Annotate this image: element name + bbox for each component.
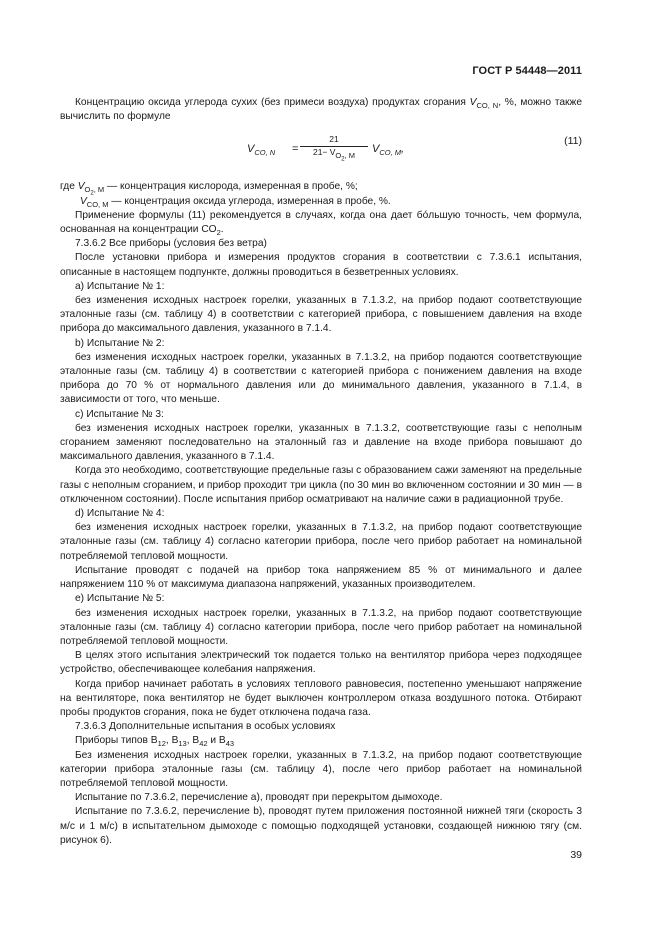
paragraph: Испытание по 7.3.6.2, перечисление b), проводят путем приложения постоянной нижней тяги (скорость 3 м/с и 1 м/с) в испытательном дымоходе с помощью подходящей установки, создающей нижнюю тягу (см. рисунок 6).: [60, 806, 582, 846]
formula-fraction: [300, 134, 368, 163]
paragraph: b) Испытание № 2:: [75, 337, 165, 349]
paragraph: без изменения исходных настроек горелки, указанных в 7.1.3.2, на прибор подаются соответствующие эталонные газы (см. таблицу 4) в соответствии с категорией прибора с понижением давления на входе прибора до 70 % от нормального давления или до минимального давления, указанного в 7.1.4, в зависимости от того, что меньше.: [60, 351, 582, 406]
page-number: 39: [570, 849, 582, 861]
device-type: В: [218, 735, 226, 747]
paragraph: без изменения исходных настроек горелки, указанных в 7.1.3.2, на прибор подают соответствующие эталонные газы (см. таблицу 4) согласно категории прибора, после чего прибор работает на номинальной потребляемой тепловой мощности.: [60, 607, 582, 647]
document-body: [60, 96, 582, 848]
standard-header: ГОСТ Р 54448—2011: [472, 65, 582, 77]
formula-11: [60, 134, 582, 164]
paragraph: без изменения исходных настроек горелки, указанных в 7.1.3.2, соответствующие газы с неполным сгоранием заменяют последовательно на эталонный газ и давление на входе прибора повышают до максимального давления, указанного в 7.1.4.: [60, 422, 582, 463]
paragraph: Когда это необходимо, соответствующие предельные газы с образованием сажи заменяют на предельные газы с неполным сгоранием, и прибор проходит три цикла (по 30 мин во включенном состоянии и 30 мин — в отключенном состоянии). После испытания прибор осматривают на наличие сажи в радиационной трубе.: [60, 465, 582, 505]
paragraph: Когда прибор начинает работать в условиях теплового равновесия, постепенно уменьшают напряжение на вентиляторе, пока вентилятор не будет выключен контроллером отказа воздушного потока. Отбирают пробы продуктов сгорания, пока не будет отключена подача газа.: [60, 678, 582, 718]
paragraph: а) Испытание № 1:: [75, 280, 165, 292]
formula-equals: =: [292, 143, 299, 156]
paragraph: без изменения исходных настроек горелки, указанных в 7.1.3.2, на прибор подают соответствующие эталонные газы (см. таблицу 4) согласно категории прибора, после чего прибор работает на номинальной потребляемой тепловой мощности.: [60, 522, 582, 562]
paragraph: Испытание проводят с подачей на прибор тока напряжением 85 % от минимального и далее напряжением 110 % от максимума диапазона напряжений, указанных производителем.: [60, 564, 582, 591]
legend-line: $V_{CO, M}$ — концентрация оксида углерода, измеренная в пробе, %.: [80, 195, 391, 209]
paragraph: с) Испытание № 3:: [75, 408, 164, 420]
paragraph: Испытание по 7.3.6.2, перечисление а), проводят при перекрытом дымоходе.: [75, 792, 443, 804]
paragraph: 7.3.6.2 Все приборы (условия без ветра): [75, 238, 267, 250]
legend-line: где $V_{O_2, M}$ — концентрация кислорода, измеренная в пробе, %;: [60, 181, 358, 197]
apply-paragraph: Применение формулы (11) рекомендуется в случаях, когда она дает бóльшую точность, чем формула, основанная на концентрации $CO_2$.: [60, 209, 582, 238]
paragraph: без изменения исходных настроек горелки, указанных в 7.1.3.2, на прибор подают соответствующие эталонные газы (см. таблицу 4) в соответствии с категорией прибора, с повышением давления на входе прибора до максимального давления, указанного в 7.1.4.: [60, 295, 582, 335]
formula-denominator: $21- V_{O_2, M}$: [312, 147, 356, 163]
formula-number: (11): [564, 135, 582, 148]
formula-rhs: $V_{CO, M}$,: [372, 143, 405, 158]
formula-lhs: $V_{CO, N}$: [247, 143, 276, 158]
paragraph: Без изменения исходных настроек горелки, указанных в 7.1.3.2, на прибор подают соответствующие категории прибора эталонные газы (см. таблицу 4), после чего прибор работает на номинальной потребляемой тепловой мощности.: [60, 749, 582, 789]
device-type: В: [150, 735, 158, 747]
paragraph: е) Испытание № 5:: [75, 593, 165, 605]
intro-paragraph: Концентрацию оксида углерода сухих (без примеси воздуха) продуктах сгорания $V_{CO, N}$, %, можно также вычислить по формуле: [60, 97, 582, 123]
paragraph: 7.3.6.3 Дополнительные испытания в особых условиях: [75, 721, 336, 733]
paragraph: d) Испытание № 4:: [75, 508, 165, 520]
device-type: В: [171, 735, 179, 747]
paragraph: В целях этого испытания электрический ток подается только на вентилятор прибора через подходящее устройство, обеспечивающее колебания напряжения.: [60, 650, 582, 676]
formula-legend: [60, 180, 582, 208]
formula-numerator: 21: [300, 134, 368, 147]
devices-line: Приборы типов $В_{12}$, $В_{13}$, $В_{42}$ и $В_{43}$: [75, 735, 235, 749]
paragraph: После установки прибора и измерения продуктов сгорания в соответствии с 7.3.6.1 испытания, описанные в настоящем подпункте, должны проводиться в безветренных условиях.: [60, 252, 582, 278]
section-paragraphs: [60, 237, 582, 734]
device-type: В: [192, 735, 200, 747]
additional-paragraphs: [60, 749, 582, 848]
